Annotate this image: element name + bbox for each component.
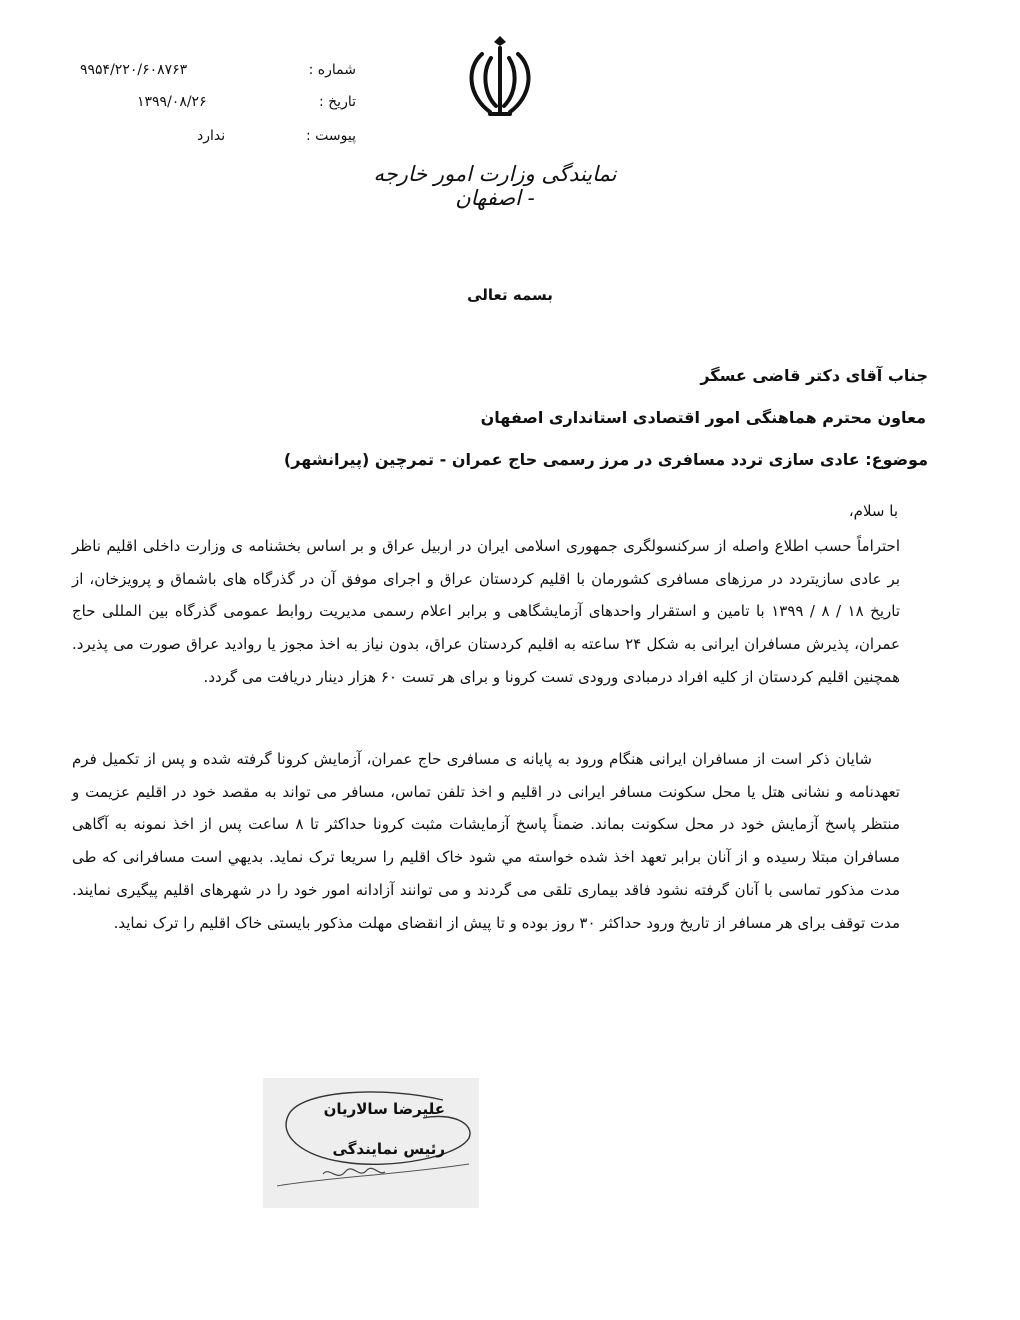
letter-number-row	[0, 60, 360, 80]
office-name: نمایندگی وزارت امور خارجه - اصفهان	[373, 162, 617, 210]
letter-date-label: تاریخ :	[318, 94, 356, 110]
iran-emblem-icon	[460, 34, 540, 124]
addressee-name: جناب آقای دکتر قاضی عسگر	[700, 366, 928, 385]
addressee-position: معاون محترم هماهنگی امور اقتصادی استانداری اصفهان	[480, 408, 926, 427]
letter-number-value: ۹۹۵۴/۲۲۰/۶۰۸۷۶۳	[80, 62, 188, 78]
signature-block	[263, 1078, 479, 1208]
letter-date-value: ۱۳۹۹/۰۸/۲۶	[137, 94, 207, 110]
greeting: با سلام،	[848, 502, 898, 520]
signatory-title: رئیس نمایندگی	[332, 1140, 445, 1158]
body-paragraph-2: شایان ذکر است از مسافران ایرانی هنگام ورود به پایانه ی مسافری حاج عمران، آزمایش کرونا گرفته شده و پس از تکمیل فرم تعهدنامه و نشانی هتل یا محل سکونت مسافر ایرانی در اقلیم و اخذ تلفن تماس، مسافر می تواند به مقصد خود در اقلیم عزیمت و منتظر پاسخ آزمایش خود در محل سکونت بماند. ضمناً پاسخ آزمایشات مثبت کرونا حداکثر تا ۸ ساعت پس از اخذ نمونه به آگاهی مسافران مبتلا رسیده و از آنان برابر تعهد اخذ شده خواسته مي شود خاک اقلیم را سریعا ترک نماید. بدیهي است مسافرانی که طی مدت مذکور تماسی با آنان گرفته نشود فاقد بیماری تلقی می گردند و می توانند آزادانه امور خود را در شهرهای اقلیم پیگیری نمایند. مدت توقف برای هر مسافر از تاریخ ورود حداکثر ۳۰ روز بوده و تا پیش از انقضای مهلت مذکور بایستی خاک اقلیم را ترک نماید.	[72, 750, 900, 932]
bismillah-heading: بسمه تعالی	[467, 286, 553, 304]
letter-subject: موضوع: عادی سازی تردد مسافری در مرز رسمی حاج عمران - تمرچین (پیرانشهر)	[283, 450, 928, 469]
letter-attachment-row	[0, 126, 360, 146]
letter-date-row	[0, 92, 360, 112]
letter-attachment-label: پیوست :	[306, 128, 356, 144]
letter-attachment-value: ندارد	[197, 128, 226, 144]
letter-number-label: شماره :	[308, 62, 356, 78]
signatory-name: علیرضا سالاریان	[323, 1100, 445, 1118]
body-paragraph-1: احتراماً حسب اطلاع واصله از سرکنسولگری جمهوری اسلامی ایران در اربیل عراق و بر اساس بخشنامه ی وزارت داخلی اقلیم ناظر بر عادی سازیتردد در مرزهای مسافری کشورمان با اقلیم کردستان عراق و اجرای موفق آن در گذرگاه های باشماق و پرویزخان، از تاریخ ۱۸ / ۸ / ۱۳۹۹ با تامین و استقرار واحدهای آزمایشگاهی و برابر اعلام رسمی مدیریت روابط عمومی گذرگاه بین المللی حاج عمران، پذیرش مسافران ایرانی به شکل ۲۴ ساعته به اقلیم کردستان عراق، بدون نیاز به اخذ مجوز یا روادید عراق صورت می پذیرد. همچنین اقلیم کردستان از کلیه افراد درمبادی ورودی تست کرونا و برای هر تست ۶۰ هزار دینار دریافت می گردد.	[72, 537, 900, 686]
